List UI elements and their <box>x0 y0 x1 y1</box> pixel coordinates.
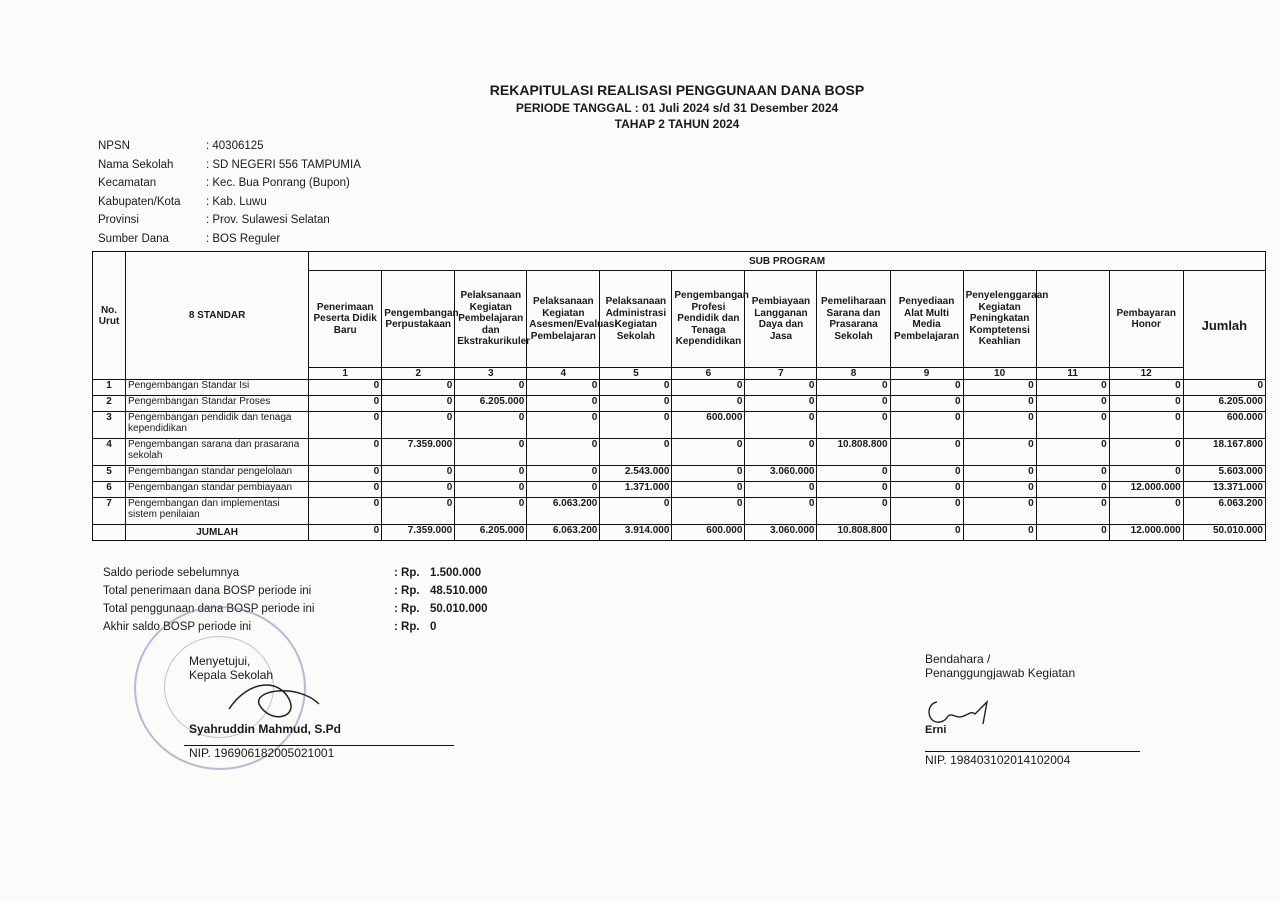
total-cell: 3.060.000 <box>745 525 817 541</box>
principal-name: Syahruddin Mahmud, S.Pd <box>189 722 342 736</box>
cell-value: 0 <box>309 466 382 482</box>
cell-value: 0 <box>309 482 382 498</box>
summary-value: 1.500.000 <box>430 567 482 579</box>
row-total: 6.205.000 <box>1183 396 1265 412</box>
row-total: 5.603.000 <box>1183 466 1265 482</box>
report-period: PERIODE TANGGAL : 01 Juli 2024 s/d 31 Desember 2024 <box>515 101 839 115</box>
cell-value: 0 <box>309 439 382 466</box>
cell-value: 0 <box>672 380 745 396</box>
grand-total: 50.010.000 <box>1183 525 1265 541</box>
cell-value: 0 <box>672 439 745 466</box>
cell-value: 0 <box>963 466 1036 482</box>
info-row <box>98 177 361 196</box>
row-standard: Pengembangan pendidik dan tenaga kependidikan <box>126 412 309 439</box>
row-number: 3 <box>93 412 126 439</box>
cell-value: 0 <box>745 482 817 498</box>
row-total: 13.371.000 <box>1183 482 1265 498</box>
row-standard: Pengembangan Standar Isi <box>126 380 309 396</box>
column-header: Pengembangan Profesi Pendidik dan Tenaga Kependidikan <box>672 271 745 368</box>
cell-value: 12.000.000 <box>1109 482 1183 498</box>
school-info <box>98 140 361 251</box>
recap-table <box>92 251 1266 541</box>
cell-value: 0 <box>382 412 455 439</box>
column-header: Pembayaran Honor <box>1109 271 1183 368</box>
info-row <box>98 140 361 159</box>
role-label: Bendahara / <box>925 652 991 666</box>
summary-row <box>103 567 488 585</box>
report-stage: TAHAP 2 TAHUN 2024 <box>614 117 740 131</box>
cell-value: 0 <box>527 482 600 498</box>
total-cell: 0 <box>963 525 1036 541</box>
total-cell: 7.359.000 <box>382 525 455 541</box>
total-cell: 6.063.200 <box>527 525 600 541</box>
cell-value: 0 <box>600 439 672 466</box>
row-standard: Pengembangan standar pengelolaan <box>126 466 309 482</box>
cell-value: 1.371.000 <box>600 482 672 498</box>
column-header: Pemeliharaan Sarana dan Prasarana Sekolah <box>817 271 890 368</box>
table-row <box>93 498 1266 525</box>
summary-currency: : Rp. <box>394 621 420 633</box>
cell-value: 0 <box>455 412 527 439</box>
role-label-2: Penanggungjawab Kegiatan <box>925 666 1076 680</box>
cell-value: 0 <box>1109 380 1183 396</box>
cell-value: 0 <box>309 498 382 525</box>
no-urut-header: No. Urut <box>93 252 126 380</box>
info-value: : Prov. Sulawesi Selatan <box>206 214 330 226</box>
cell-value: 0 <box>963 396 1036 412</box>
cell-value: 0 <box>1109 439 1183 466</box>
cell-value: 0 <box>745 412 817 439</box>
info-value: : BOS Reguler <box>206 232 281 245</box>
signature-line <box>925 751 1140 752</box>
cell-value: 0 <box>817 482 890 498</box>
table-row <box>93 380 1266 396</box>
cell-value: 0 <box>963 482 1036 498</box>
total-cell: 6.205.000 <box>455 525 527 541</box>
cell-value: 0 <box>672 396 745 412</box>
info-label: NPSN <box>98 140 130 152</box>
standar-header: 8 STANDAR <box>126 252 309 380</box>
cell-value: 0 <box>527 412 600 439</box>
column-number: 7 <box>745 368 817 380</box>
treasurer-nip: NIP. 198403102014102004 <box>925 753 1071 767</box>
column-header: Pelaksanaan Kegiatan Pembelajaran dan Ekstrakurikuler <box>455 271 527 368</box>
summary-label: Total penggunaan dana BOSP periode ini <box>103 603 315 615</box>
cell-value: 0 <box>890 482 963 498</box>
principal-nip: NIP. 196906182005021001 <box>189 746 335 760</box>
summary-label: Total penerimaan dana BOSP periode ini <box>103 585 312 597</box>
row-standard: Pengembangan dan implementasi sistem penilaian <box>126 498 309 525</box>
cell-value: 10.808.800 <box>817 439 890 466</box>
info-label: Kabupaten/Kota <box>98 195 181 208</box>
cell-value: 0 <box>382 466 455 482</box>
cell-value: 0 <box>963 412 1036 439</box>
cell-value: 0 <box>1109 412 1183 439</box>
column-header: Pembiayaan Langganan Daya dan Jasa <box>745 271 817 368</box>
row-total: 18.167.800 <box>1183 439 1265 466</box>
principal-signature-block <box>189 654 341 760</box>
summary-currency: : Rp. <box>394 567 420 579</box>
cell-value: 6.205.000 <box>455 396 527 412</box>
column-number: 1 <box>309 368 382 380</box>
cell-value: 0 <box>1036 439 1109 466</box>
cell-value: 0 <box>817 396 890 412</box>
row-standard: Pengembangan standar pembiayaan <box>126 482 309 498</box>
total-cell: 0 <box>309 525 382 541</box>
column-number: 5 <box>600 368 672 380</box>
signature-icon <box>925 694 1005 734</box>
column-header: Pelaksanaan Kegiatan Asesmen/Evaluasi Pembelajaran <box>527 271 600 368</box>
treasurer-signature-block <box>925 652 1075 767</box>
table-row <box>93 412 1266 439</box>
cell-value: 0 <box>817 498 890 525</box>
column-number: 11 <box>1036 368 1109 380</box>
column-number: 12 <box>1109 368 1183 380</box>
cell-value: 0 <box>309 396 382 412</box>
cell-value: 0 <box>963 380 1036 396</box>
column-number: 10 <box>963 368 1036 380</box>
cell-value: 0 <box>745 396 817 412</box>
column-number: 8 <box>817 368 890 380</box>
cell-value: 0 <box>600 380 672 396</box>
cell-value: 0 <box>455 498 527 525</box>
total-cell: 0 <box>1036 525 1109 541</box>
cell-value: 0 <box>527 380 600 396</box>
cell-value: 0 <box>890 396 963 412</box>
cell-value: 0 <box>600 498 672 525</box>
summary-label: Saldo periode sebelumnya <box>103 567 240 579</box>
role-label: Kepala Sekolah <box>189 668 274 682</box>
table-row <box>93 466 1266 482</box>
cell-value: 0 <box>817 466 890 482</box>
report-title: REKAPITULASI REALISASI PENGGUNAAN DANA BOSP <box>489 82 865 98</box>
cell-value: 0 <box>1036 482 1109 498</box>
total-row <box>93 525 1266 541</box>
row-number: 5 <box>93 466 126 482</box>
cell-value: 0 <box>672 498 745 525</box>
info-row <box>98 159 361 178</box>
cell-value: 0 <box>455 466 527 482</box>
cell-value: 0 <box>817 380 890 396</box>
summary-row <box>103 603 488 621</box>
column-header: Penerimaan Peserta Didik Baru <box>309 271 382 368</box>
info-value: : SD NEGERI 556 TAMPUMIA <box>206 158 361 171</box>
cell-value: 0 <box>527 439 600 466</box>
cell-value: 0 <box>382 482 455 498</box>
info-label: Provinsi <box>98 214 139 226</box>
row-total: 6.063.200 <box>1183 498 1265 525</box>
info-row <box>98 214 361 233</box>
cell-value: 0 <box>745 439 817 466</box>
approval-label: Menyetujui, <box>189 654 251 668</box>
cell-value: 0 <box>890 412 963 439</box>
table-row <box>93 439 1266 466</box>
subprogram-header: SUB PROGRAM <box>309 252 1266 271</box>
summary-currency: : Rp. <box>394 585 420 597</box>
column-header: Pengembangan Perpustakaan <box>382 271 455 368</box>
cell-value: 0 <box>1109 498 1183 525</box>
info-label: Kecamatan <box>98 177 157 189</box>
row-total: 0 <box>1183 380 1265 396</box>
info-value: : Kec. Bua Ponrang (Bupon) <box>206 177 350 189</box>
cell-value: 0 <box>455 380 527 396</box>
cell-value: 6.063.200 <box>527 498 600 525</box>
info-label: Nama Sekolah <box>98 158 174 171</box>
column-number: 4 <box>527 368 600 380</box>
cell-value: 3.060.000 <box>745 466 817 482</box>
column-number: 9 <box>890 368 963 380</box>
total-cell: 10.808.800 <box>817 525 890 541</box>
column-header: Pelaksanaan Administrasi Kegiatan Sekolah <box>600 271 672 368</box>
signature-line <box>184 745 454 746</box>
row-standard: Pengembangan Standar Proses <box>126 396 309 412</box>
jumlah-header: Jumlah <box>1183 271 1265 380</box>
cell-value: 0 <box>817 412 890 439</box>
cell-value: 0 <box>1036 396 1109 412</box>
row-total: 600.000 <box>1183 412 1265 439</box>
info-row <box>98 196 361 215</box>
info-value: : Kab. Luwu <box>206 195 267 208</box>
cell-value: 0 <box>890 498 963 525</box>
cell-value: 0 <box>527 466 600 482</box>
row-number: 1 <box>93 380 126 396</box>
summary-value: 0 <box>430 621 437 633</box>
cell-value: 600.000 <box>672 412 745 439</box>
cell-value: 7.359.000 <box>382 439 455 466</box>
cell-value: 0 <box>382 396 455 412</box>
cell-value: 0 <box>600 396 672 412</box>
cell-value: 0 <box>455 482 527 498</box>
cell-value: 0 <box>890 466 963 482</box>
total-label: JUMLAH <box>126 525 309 541</box>
cell-value: 0 <box>672 466 745 482</box>
column-header <box>1036 271 1109 368</box>
cell-value: 0 <box>745 498 817 525</box>
total-cell: 12.000.000 <box>1109 525 1183 541</box>
cell-value: 0 <box>1036 466 1109 482</box>
row-number: 2 <box>93 396 126 412</box>
cell-value: 0 <box>745 380 817 396</box>
cell-value: 0 <box>527 396 600 412</box>
total-cell: 0 <box>890 525 963 541</box>
cell-value: 0 <box>455 439 527 466</box>
row-number: 4 <box>93 439 126 466</box>
cell-value: 0 <box>600 412 672 439</box>
info-label: Sumber Dana <box>98 232 169 245</box>
cell-value: 0 <box>1036 412 1109 439</box>
row-number: 7 <box>93 498 126 525</box>
info-row <box>98 233 361 252</box>
total-cell: 600.000 <box>672 525 745 541</box>
summary-row <box>103 585 488 603</box>
cell-value: 0 <box>1036 380 1109 396</box>
row-standard: Pengembangan sarana dan prasarana sekolah <box>126 439 309 466</box>
cell-value: 0 <box>890 380 963 396</box>
column-header: Penyediaan Alat Multi Media Pembelajaran <box>890 271 963 368</box>
column-number: 6 <box>672 368 745 380</box>
cell-value: 0 <box>890 439 963 466</box>
cell-value: 0 <box>1109 466 1183 482</box>
summary-value: 48.510.000 <box>430 585 488 597</box>
cell-value: 0 <box>309 412 382 439</box>
treasurer-name: Erni <box>925 724 947 736</box>
table-row <box>93 482 1266 498</box>
signature-icon <box>219 674 329 724</box>
total-cell: 3.914.000 <box>600 525 672 541</box>
column-number: 3 <box>455 368 527 380</box>
table-row <box>93 396 1266 412</box>
summary-value: 50.010.000 <box>430 603 488 615</box>
cell-value: 0 <box>963 498 1036 525</box>
column-number: 2 <box>382 368 455 380</box>
cell-value: 0 <box>309 380 382 396</box>
empty-cell <box>93 525 126 541</box>
summary-label: Akhir saldo BOSP periode ini <box>103 621 252 633</box>
cell-value: 2.543.000 <box>600 466 672 482</box>
info-value: : 40306125 <box>206 140 264 152</box>
cell-value: 0 <box>1109 396 1183 412</box>
cell-value: 0 <box>1036 498 1109 525</box>
cell-value: 0 <box>382 498 455 525</box>
cell-value: 0 <box>672 482 745 498</box>
column-header: Penyelenggaraan Kegiatan Peningkatan Komptetensi Keahlian <box>963 271 1036 368</box>
summary-currency: : Rp. <box>394 603 420 615</box>
cell-value: 0 <box>382 380 455 396</box>
cell-value: 0 <box>963 439 1036 466</box>
row-number: 6 <box>93 482 126 498</box>
